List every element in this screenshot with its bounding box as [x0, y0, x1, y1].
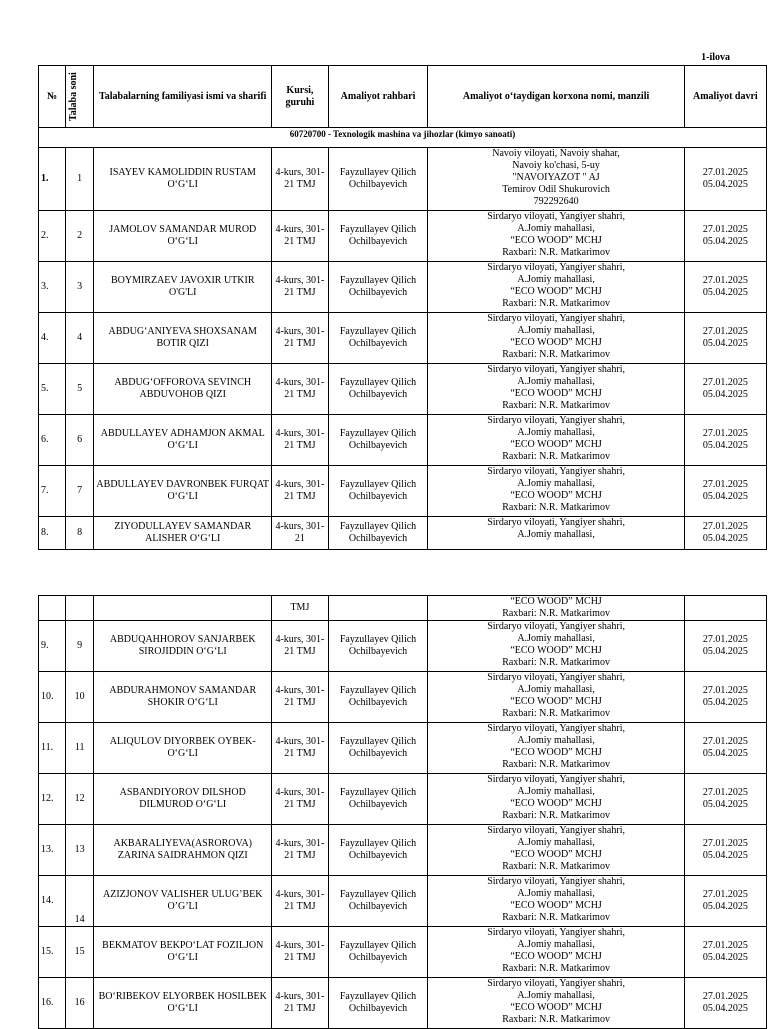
- row-number: 13.: [39, 825, 66, 876]
- row-company: Sirdaryo viloyati, Yangiyer shahri, A.Jomiy mahallasi, “ECO WOOD” MCHJ Raxbari: N.R. Matkarimov: [428, 774, 684, 825]
- row-supervisor: Fayzullayev Qilich Ochilbayevich: [328, 672, 428, 723]
- row-course: 4-kurs, 301-21 TMJ: [272, 262, 328, 313]
- row-company: Sirdaryo viloyati, Yangiyer shahri, A.Jomiy mahallasi, “ECO WOOD” MCHJ Raxbari: N.R. Matkarimov: [428, 262, 684, 313]
- row-student-name: ASBANDIYOROV DILSHOD DILMUROD O‘G‘LI: [94, 774, 272, 825]
- row-student-no: 7: [66, 466, 94, 517]
- row-course: 4-kurs, 301-21 TMJ: [272, 672, 328, 723]
- row-supervisor: Fayzullayev Qilich Ochilbayevich: [328, 774, 428, 825]
- row-period: 27.01.2025 05.04.2025: [684, 466, 766, 517]
- row-company: Sirdaryo viloyati, Yangiyer shahri, A.Jomiy mahallasi, “ECO WOOD” MCHJ Raxbari: N.R. Matkarimov: [428, 723, 684, 774]
- section-row: [39, 128, 767, 148]
- row-company: Sirdaryo viloyati, Yangiyer shahri, A.Jomiy mahallasi, “ECO WOOD” MCHJ Raxbari: N.R. Matkarimov: [428, 211, 684, 262]
- row-company: Sirdaryo viloyati, Yangiyer shahri, A.Jomiy mahallasi, “ECO WOOD” MCHJ Raxbari: N.R. Matkarimov: [428, 364, 684, 415]
- row-student-name: ABDULLAYEV DAVRONBEK FURQAT O‘G‘LI: [94, 466, 272, 517]
- row-student-no: 12: [66, 774, 94, 825]
- section-title: 60720700 - Texnologik mashina va jihozlar (kimyo sanoati): [39, 128, 767, 148]
- row-period: 27.01.2025 05.04.2025: [684, 517, 766, 550]
- table-row: [39, 148, 767, 211]
- row-course: 4-kurs, 301-21 TMJ: [272, 364, 328, 415]
- table-row: [39, 466, 767, 517]
- table-row: [39, 978, 767, 1029]
- table-row: [39, 415, 767, 466]
- row-company: “ECO WOOD” MCHJ Raxbari: N.R. Matkarimov: [428, 596, 684, 621]
- row-student-no: 4: [66, 313, 94, 364]
- row-supervisor: Fayzullayev Qilich Ochilbayevich: [328, 262, 428, 313]
- row-course: 4-kurs, 301-21: [272, 517, 328, 550]
- row-period: 27.01.2025 05.04.2025: [684, 313, 766, 364]
- row-supervisor: Fayzullayev Qilich Ochilbayevich: [328, 517, 428, 550]
- header-period: Amaliyot davri: [684, 66, 766, 128]
- row-student-no: 11: [66, 723, 94, 774]
- row-supervisor: Fayzullayev Qilich Ochilbayevich: [328, 978, 428, 1029]
- table-row: [39, 621, 767, 672]
- row-student-no: 13: [66, 825, 94, 876]
- row-course: TMJ: [272, 596, 328, 621]
- row-number: 3.: [39, 262, 66, 313]
- row-supervisor: Fayzullayev Qilich Ochilbayevich: [328, 825, 428, 876]
- students-table-page-1: [38, 65, 767, 550]
- row-period: 27.01.2025 05.04.2025: [684, 672, 766, 723]
- row-period: 27.01.2025 05.04.2025: [684, 723, 766, 774]
- row-student-no: 6: [66, 415, 94, 466]
- row-period: 27.01.2025 05.04.2025: [684, 415, 766, 466]
- row-company: Navoiy viloyati, Navoiy shahar, Navoiy ko'chasi, 5-uy "NAVOIYAZOT " AJ Temirov Odil Shukurovich 792292640: [428, 148, 684, 211]
- row-supervisor: Fayzullayev Qilich Ochilbayevich: [328, 148, 428, 211]
- row-course: 4-kurs, 301-21 TMJ: [272, 466, 328, 517]
- table-row: [39, 723, 767, 774]
- row-period: 27.01.2025 05.04.2025: [684, 978, 766, 1029]
- row-number: 8.: [39, 517, 66, 550]
- row-course: 4-kurs, 301-21 TMJ: [272, 621, 328, 672]
- table-row: [39, 517, 767, 550]
- row-period: 27.01.2025 05.04.2025: [684, 825, 766, 876]
- row-student-name: ZIYODULLAYEV SAMANDAR ALISHER O‘G‘LI: [94, 517, 272, 550]
- row-supervisor: Fayzullayev Qilich Ochilbayevich: [328, 621, 428, 672]
- row-student-no: 8: [66, 517, 94, 550]
- row-period: 27.01.2025 05.04.2025: [684, 364, 766, 415]
- row-student-no: 16: [66, 978, 94, 1029]
- students-table-page-2: [38, 595, 767, 1029]
- row-course: 4-kurs, 301-21 TMJ: [272, 774, 328, 825]
- row-period: 27.01.2025 05.04.2025: [684, 927, 766, 978]
- row-course: 4-kurs, 301-21 TMJ: [272, 825, 328, 876]
- table-row: [39, 364, 767, 415]
- row-supervisor: Fayzullayev Qilich Ochilbayevich: [328, 723, 428, 774]
- row-number: 6.: [39, 415, 66, 466]
- row-company: Sirdaryo viloyati, Yangiyer shahri, A.Jomiy mahallasi, “ECO WOOD” MCHJ Raxbari: N.R. Matkarimov: [428, 876, 684, 927]
- row-student-no: 3: [66, 262, 94, 313]
- row-student-no: 14: [66, 876, 94, 927]
- row-company: Sirdaryo viloyati, Yangiyer shahri, A.Jomiy mahallasi, “ECO WOOD” MCHJ Raxbari: N.R. Matkarimov: [428, 672, 684, 723]
- row-student-name: ABDUG‘ANIYEVA SHOXSANAM BOTIR QIZI: [94, 313, 272, 364]
- row-period: 27.01.2025 05.04.2025: [684, 211, 766, 262]
- row-company: Sirdaryo viloyati, Yangiyer shahri, A.Jomiy mahallasi, “ECO WOOD” MCHJ Raxbari: N.R. Matkarimov: [428, 621, 684, 672]
- table-row: [39, 876, 767, 927]
- row-student-name: JAMOLOV SAMANDAR MUROD O‘G‘LI: [94, 211, 272, 262]
- row-number: 16.: [39, 978, 66, 1029]
- row-course: 4-kurs, 301-21 TMJ: [272, 978, 328, 1029]
- table-row: [39, 774, 767, 825]
- row-student-name: BOYMIRZAEV JAVOXIR UTKIR O'G'LI: [94, 262, 272, 313]
- row-student-no: 2: [66, 211, 94, 262]
- row-student-name: BO‘RIBEKOV ELYORBEK HOSILBEK O‘G‘LI: [94, 978, 272, 1029]
- table-header-row: [39, 66, 767, 128]
- row-number: 12.: [39, 774, 66, 825]
- row-number: 4.: [39, 313, 66, 364]
- header-company: Amaliyot o‘taydigan korxona nomi, manzili: [428, 66, 684, 128]
- row-company: Sirdaryo viloyati, Yangiyer shahri, A.Jomiy mahallasi, “ECO WOOD” MCHJ Raxbari: N.R. Matkarimov: [428, 927, 684, 978]
- row-number: 14.: [39, 876, 66, 927]
- row-student-no: 10: [66, 672, 94, 723]
- row-student-no: 15: [66, 927, 94, 978]
- row-supervisor: Fayzullayev Qilich Ochilbayevich: [328, 211, 428, 262]
- row-period: 27.01.2025 05.04.2025: [684, 148, 766, 211]
- row-course: 4-kurs, 301-21 TMJ: [272, 313, 328, 364]
- row-number: 2.: [39, 211, 66, 262]
- row-number: 11.: [39, 723, 66, 774]
- row-supervisor: Fayzullayev Qilich Ochilbayevich: [328, 927, 428, 978]
- row-company: Sirdaryo viloyati, Yangiyer shahri, A.Jomiy mahallasi, “ECO WOOD” MCHJ Raxbari: N.R. Matkarimov: [428, 415, 684, 466]
- row-student-name: ABDUQAHHOROV SANJARBEK SIROJIDDIN O‘G‘LI: [94, 621, 272, 672]
- table-row: [39, 825, 767, 876]
- row-company: Sirdaryo viloyati, Yangiyer shahri, A.Jomiy mahallasi, “ECO WOOD” MCHJ Raxbari: N.R. Matkarimov: [428, 313, 684, 364]
- header-supervisor: Amaliyot rahbari: [328, 66, 428, 128]
- row-period: 27.01.2025 05.04.2025: [684, 621, 766, 672]
- row-course: 4-kurs, 301-21 TMJ: [272, 927, 328, 978]
- row-course: 4-kurs, 301-21 TMJ: [272, 148, 328, 211]
- row-course: 4-kurs, 301-21 TMJ: [272, 211, 328, 262]
- row-company: Sirdaryo viloyati, Yangiyer shahri, A.Jomiy mahallasi, “ECO WOOD” MCHJ Raxbari: N.R. Matkarimov: [428, 466, 684, 517]
- row-course: 4-kurs, 301-21 TMJ: [272, 415, 328, 466]
- header-no: №: [39, 66, 66, 128]
- row-student-name: AZIZJONOV VALISHER ULUG’BEK O’G’LI: [94, 876, 272, 927]
- row-student-name: ALIQULOV DIYORBEK OYBEK-O‘G‘LI: [94, 723, 272, 774]
- row-company: Sirdaryo viloyati, Yangiyer shahri, A.Jomiy mahallasi,: [428, 517, 684, 550]
- row-number: 7.: [39, 466, 66, 517]
- row-supervisor: Fayzullayev Qilich Ochilbayevich: [328, 364, 428, 415]
- row-student-name: ABDURAHMONOV SAMANDAR SHOKIR O‘G‘LI: [94, 672, 272, 723]
- row-student-name: ISAYEV KAMOLIDDIN RUSTAM O‘G‘LI: [94, 148, 272, 211]
- row-supervisor: Fayzullayev Qilich Ochilbayevich: [328, 313, 428, 364]
- table-row: [39, 672, 767, 723]
- row-course: 4-kurs, 301-21 TMJ: [272, 723, 328, 774]
- row-student-name: BEKMATOV BEKPO‘LAT FOZILJON O‘G‘LI: [94, 927, 272, 978]
- annex-label: 1-ilova: [701, 52, 730, 63]
- table-row: [39, 927, 767, 978]
- row-number: 1.: [39, 148, 66, 211]
- row-period: 27.01.2025 05.04.2025: [684, 876, 766, 927]
- header-name: Talabalarning familiyasi ismi va sharifi: [94, 66, 272, 128]
- row-number: 9.: [39, 621, 66, 672]
- row-period: 27.01.2025 05.04.2025: [684, 774, 766, 825]
- row-student-name: ABDUG‘OFFOROVA SEVINCH ABDUVOHOB QIZI: [94, 364, 272, 415]
- row-company: Sirdaryo viloyati, Yangiyer shahri, A.Jomiy mahallasi, “ECO WOOD” MCHJ Raxbari: N.R. Matkarimov: [428, 825, 684, 876]
- continuation-row: [39, 596, 767, 621]
- row-supervisor: Fayzullayev Qilich Ochilbayevich: [328, 876, 428, 927]
- row-supervisor: Fayzullayev Qilich Ochilbayevich: [328, 415, 428, 466]
- row-student-no: 1: [66, 148, 94, 211]
- row-student-name: ABDULLAYEV ADHAMJON AKMAL O‘G‘LI: [94, 415, 272, 466]
- row-student-no: 9: [66, 621, 94, 672]
- row-company: Sirdaryo viloyati, Yangiyer shahri, A.Jomiy mahallasi, “ECO WOOD” MCHJ Raxbari: N.R. Matkarimov: [428, 978, 684, 1029]
- row-student-no: 5: [66, 364, 94, 415]
- table-row: [39, 313, 767, 364]
- table-row: [39, 262, 767, 313]
- row-course: 4-kurs, 301-21 TMJ: [272, 876, 328, 927]
- row-number: 10.: [39, 672, 66, 723]
- row-period: 27.01.2025 05.04.2025: [684, 262, 766, 313]
- row-student-name: AKBARALIYEVA(ASROROVA) ZARINA SAIDRAHMON QIZI: [94, 825, 272, 876]
- row-number: 15.: [39, 927, 66, 978]
- header-student-no: Talaba soni: [66, 66, 94, 128]
- header-course: Kursi, guruhi: [272, 66, 328, 128]
- row-supervisor: Fayzullayev Qilich Ochilbayevich: [328, 466, 428, 517]
- row-number: 5.: [39, 364, 66, 415]
- table-row: [39, 211, 767, 262]
